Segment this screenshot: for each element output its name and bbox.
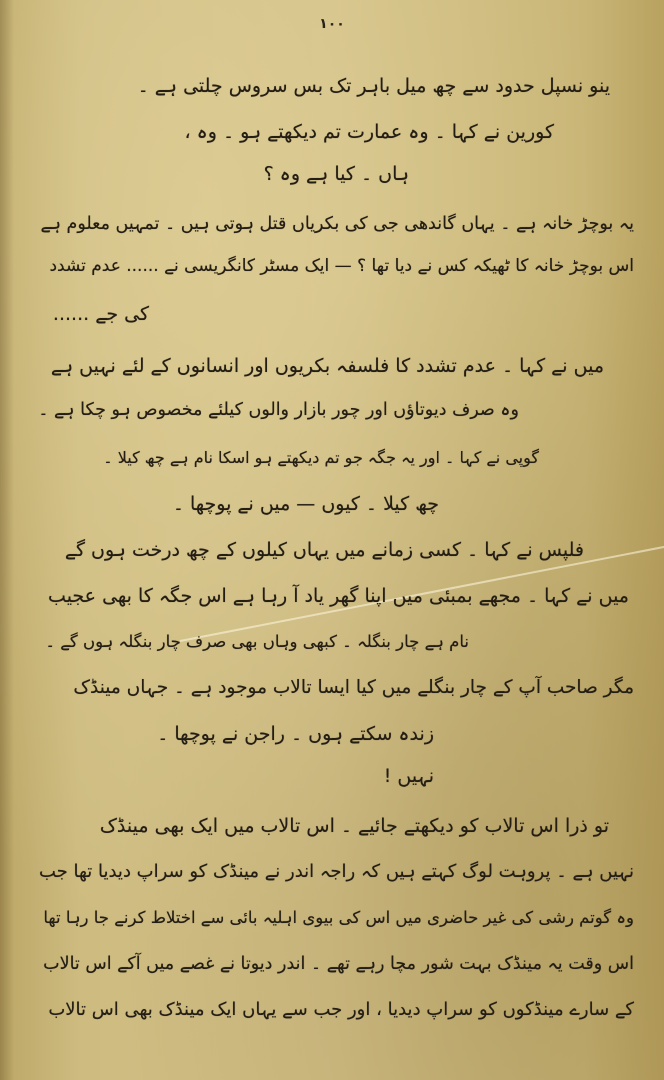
text-line: میں نے کہا ۔ مجھے بمبئی میں اپنا گھر یاد آ رہا ہے اس جگہ کا بھی عجیب [48, 585, 629, 607]
text-line: کی جے ...... [52, 303, 149, 325]
text-line: میں نے کہا ۔ عدم تشدد کا فلسفہ بکریوں اور انسانوں کے لئے نہیں ہے [50, 355, 604, 377]
text-line: اس وقت یہ مینڈک بہت شور مچا رہے تھے ۔ اندر دیوتا نے غصے میں آکے اس تالاب [43, 954, 634, 974]
text-line: کورین نے کہا ۔ وہ عمارت تم دیکھتے ہو ۔ وہ ، [184, 121, 554, 143]
page-number: ۱۰۰ [319, 16, 345, 32]
text-line: کے سارے مینڈکوں کو سراپ دیدیا ، اور جب سے یہاں ایک مینڈک بھی اس تالاب [48, 999, 634, 1020]
text-line: نہیں ہے ۔ پروہت لوگ کہتے ہیں کہ راجہ اندر نے مینڈک کو سراپ دیدیا تھا جب [38, 861, 634, 882]
text-line: ینو نسپل حدود سے چھ میل باہر تک بس سروس چلتی ہے ۔ [137, 75, 610, 97]
text-line: ہاں ۔ کیا ہے وہ ؟ [263, 163, 409, 185]
text-line: وہ صرف دیوتاؤں اور چور بازار والوں کیلئے مخصوص ہو چکا ہے ۔ [38, 400, 519, 420]
text-line: مگر صاحب آپ کے چار بنگلے میں کیا ایسا تالاب موجود ہے ۔ جہاں مینڈک [73, 677, 634, 698]
text-line: گوپی نے کہا ۔ اور یہ جگہ جو تم دیکھتے ہو اسکا نام ہے چھ کیلا ۔ [103, 448, 539, 467]
text-line: چھ کیلا ۔ کیوں — میں نے پوچھا ۔ [172, 493, 439, 515]
text-line: اس بوچڑ خانہ کا ٹھیکہ کس نے دیا تھا ؟ — ایک مسٹر کانگریسی نے ...... عدم تشدد [49, 256, 634, 276]
text-line: یہ بوچڑ خانہ ہے ۔ یہاں گاندھی جی کی بکریاں قتل ہوتی ہیں ۔ تمہیں معلوم ہے [40, 214, 634, 234]
page-edge-shadow [0, 0, 14, 1080]
text-line: نام ہے چار بنگلہ ۔ کبھی وہاں بھی صرف چار بنگلہ ہوں گے ۔ [45, 632, 469, 651]
text-line: زندہ سکتے ہوں ۔ راجن نے پوچھا ۔ [157, 723, 434, 745]
text-line: فلپس نے کہا ۔ کسی زمانے میں یہاں کیلوں کے چھ درخت ہوں گے [64, 539, 584, 561]
text-line: نہیں ! [383, 765, 434, 787]
text-line: وہ گوتم رشی کی غیر حاضری میں اس کی بیوی اہلیہ بائی سے اختلاط کرنے جا رہا تھا [43, 908, 634, 927]
text-line: تو ذرا اس تالاب کو دیکھتے جائیے ۔ اس تالاب میں ایک بھی مینڈک [99, 815, 609, 837]
